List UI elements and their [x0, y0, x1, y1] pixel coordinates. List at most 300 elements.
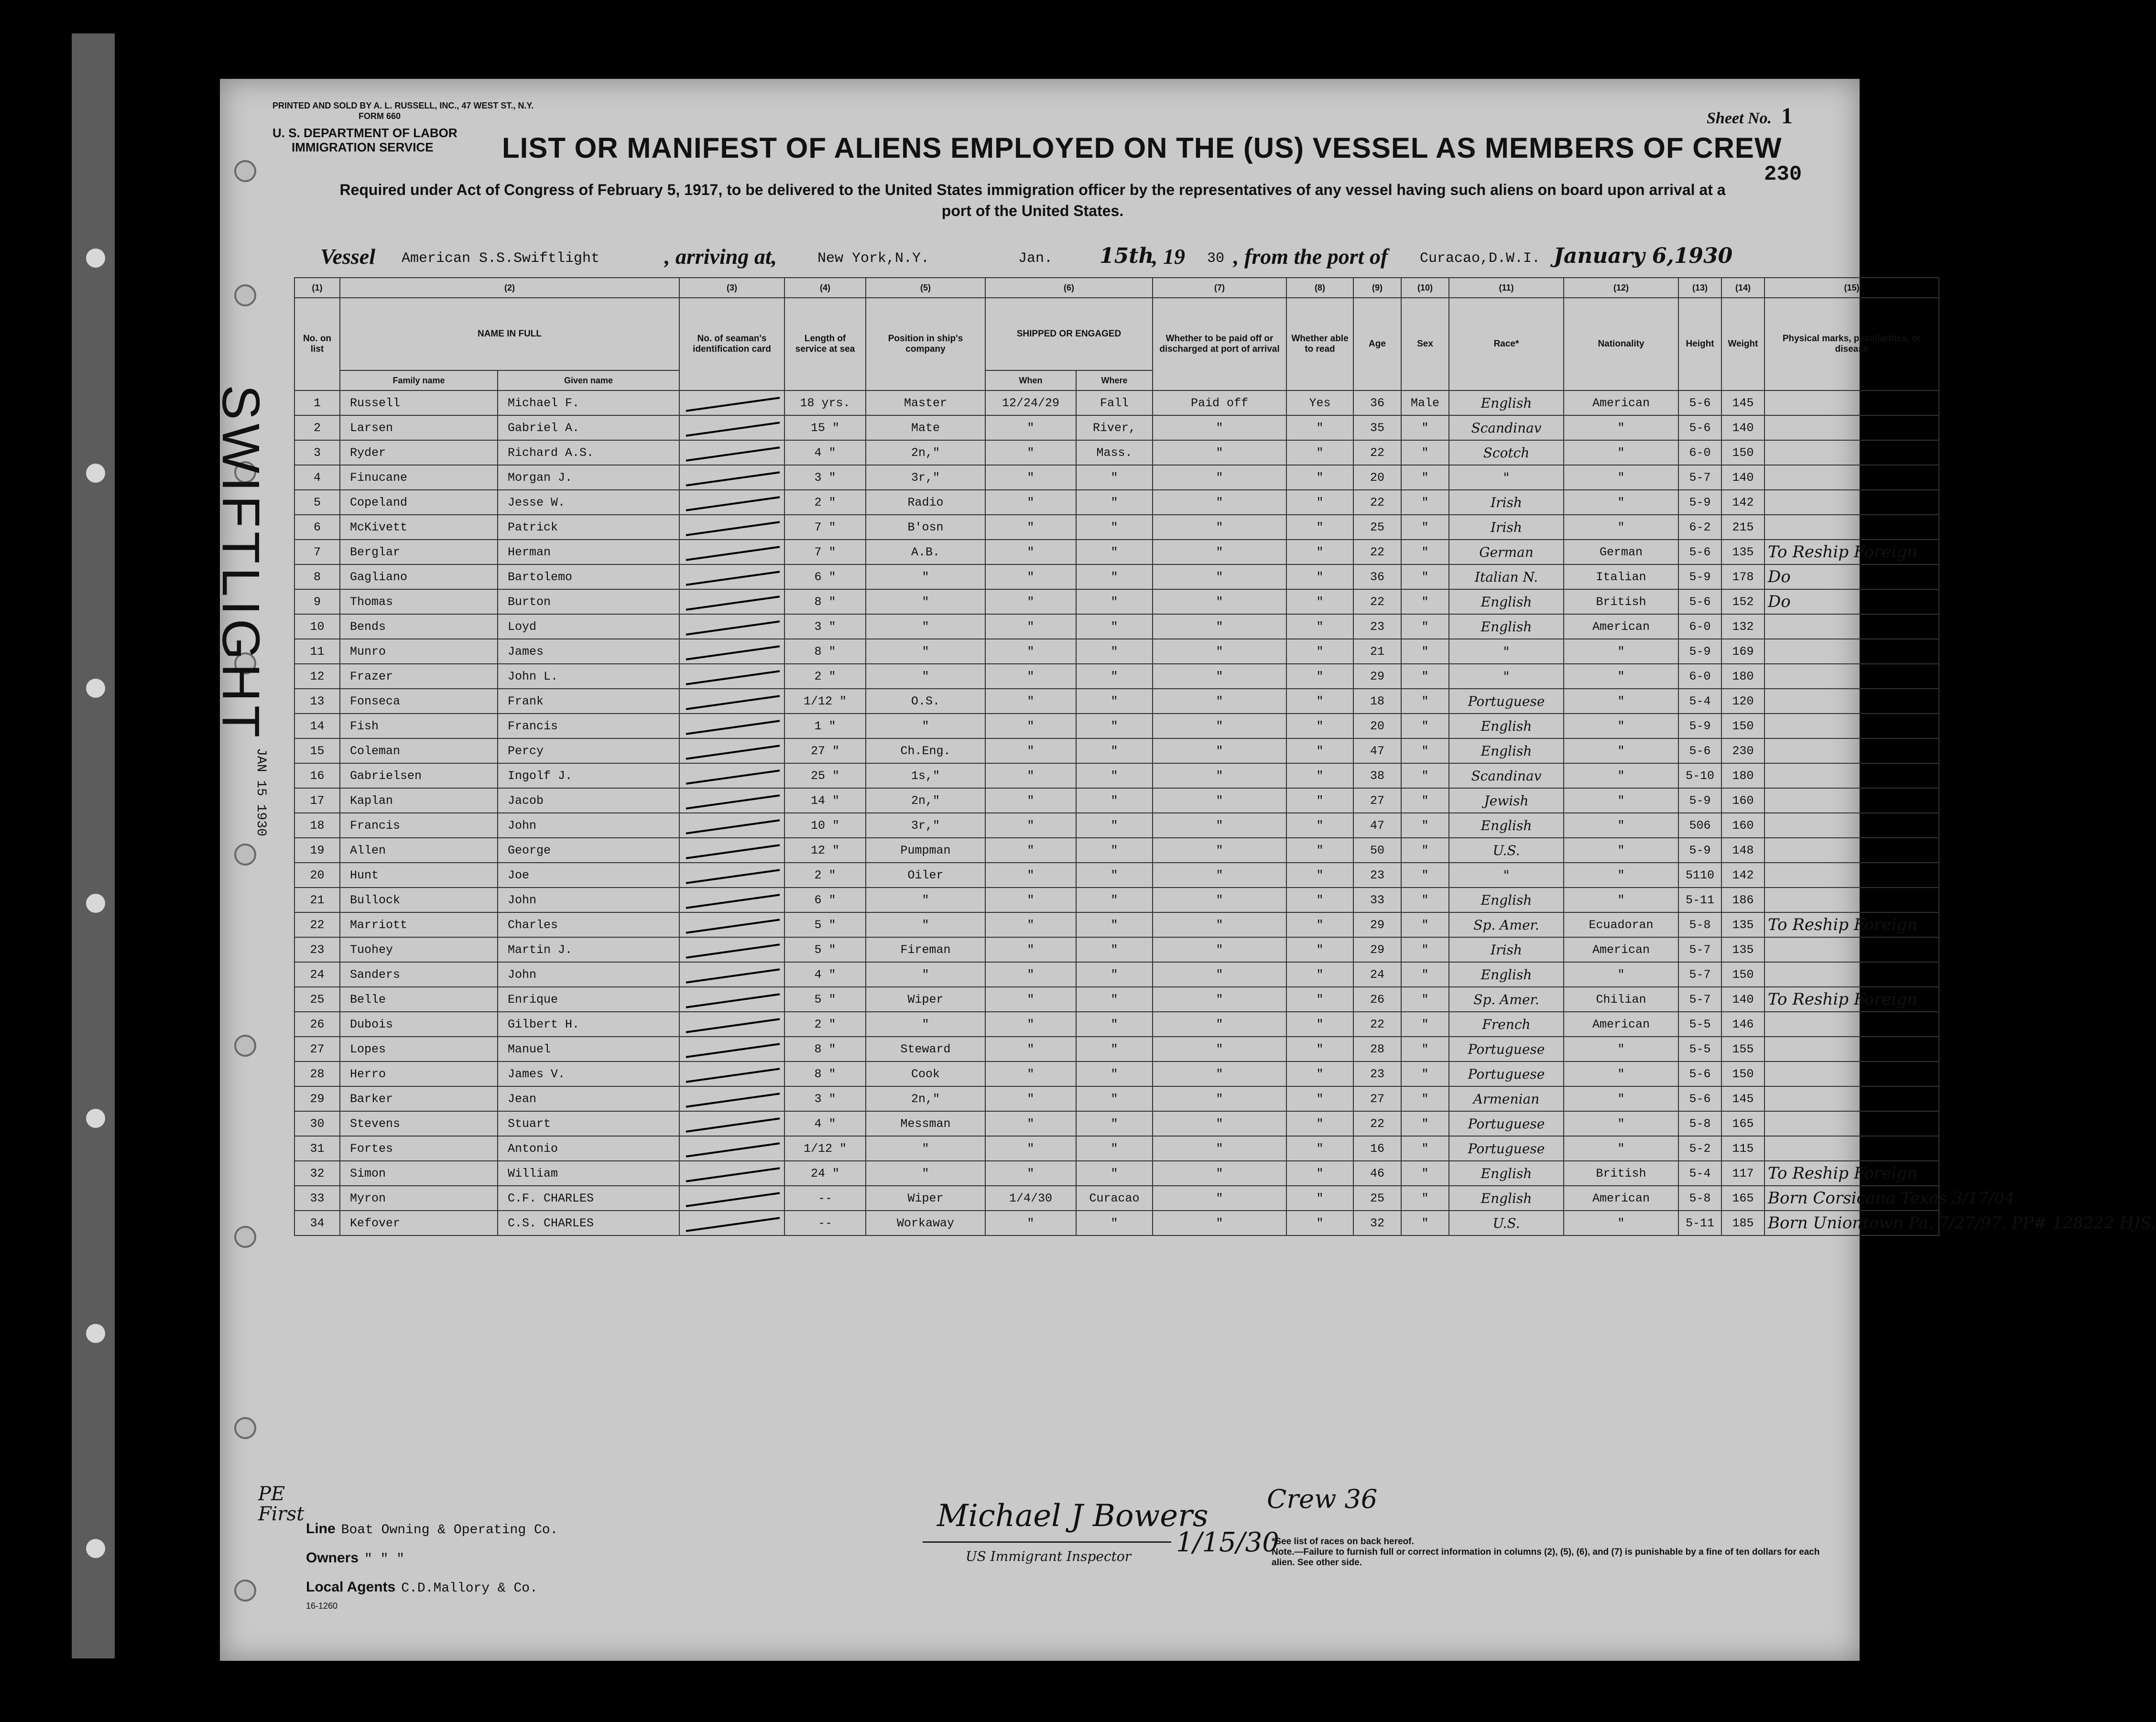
cell-where: " [1076, 863, 1153, 888]
cell-weight: 160 [1721, 813, 1764, 838]
cell-race: English [1449, 390, 1564, 415]
cell-given: Stuart [498, 1111, 679, 1136]
cell-race: Scandinav [1449, 415, 1564, 440]
cell-read: " [1286, 714, 1353, 738]
header-able-read: Whether able to read [1286, 298, 1353, 390]
cell-position: " [866, 664, 985, 689]
cell-given: John [498, 813, 679, 838]
cell-paid: " [1153, 788, 1286, 813]
margin-note: First [258, 1503, 305, 1525]
cell-weight: 142 [1721, 490, 1764, 515]
cell-race: " [1449, 465, 1564, 490]
id-card-cell [679, 1186, 784, 1211]
id-card-cell [679, 714, 784, 738]
id-card-cell [679, 912, 784, 937]
cell-race: Armenian [1449, 1086, 1564, 1111]
cell-no: 25 [294, 987, 340, 1012]
punch-hole [234, 844, 256, 866]
cell-age: 50 [1353, 838, 1401, 863]
cell-given: Gabriel A. [498, 415, 679, 440]
cell-family: Bends [340, 614, 498, 639]
binder-strip [72, 33, 115, 1658]
column-number: (11) [1449, 278, 1564, 298]
cell-when: " [985, 440, 1076, 465]
cell-race: Irish [1449, 937, 1564, 962]
cell-no: 14 [294, 714, 340, 738]
cell-age: 32 [1353, 1211, 1401, 1235]
service-name: IMMIGRATION SERVICE [292, 140, 434, 154]
cell-height: 6-0 [1678, 614, 1721, 639]
cell-no: 18 [294, 813, 340, 838]
cell-family: Kefover [340, 1211, 498, 1235]
header-where: Where [1076, 370, 1153, 390]
cell-service: 12 " [784, 838, 866, 863]
cell-when: " [985, 1086, 1076, 1111]
cell-position: O.S. [866, 689, 985, 714]
cell-weight: 185 [1721, 1211, 1764, 1235]
table-row [294, 863, 1939, 888]
cell-service: 8 " [784, 1037, 866, 1061]
cell-sex: " [1401, 863, 1449, 888]
cell-race: " [1449, 863, 1564, 888]
cell-read: " [1286, 1037, 1353, 1061]
cell-sex: " [1401, 440, 1449, 465]
cell-service: -- [784, 1186, 866, 1211]
cell-no: 23 [294, 937, 340, 962]
cell-marks [1764, 788, 1939, 813]
cell-no: 12 [294, 664, 340, 689]
cell-height: 5-9 [1678, 639, 1721, 664]
cell-weight: 117 [1721, 1161, 1764, 1186]
cell-sex: Male [1401, 390, 1449, 415]
cell-family: Ryder [340, 440, 498, 465]
cell-read: " [1286, 1111, 1353, 1136]
cell-where: " [1076, 465, 1153, 490]
cell-given: Charles [498, 912, 679, 937]
cell-read: " [1286, 1136, 1353, 1161]
cell-paid: " [1153, 912, 1286, 937]
cell-given: Loyd [498, 614, 679, 639]
cell-marks [1764, 390, 1939, 415]
cell-sex: " [1401, 763, 1449, 788]
cell-marks [1764, 838, 1939, 863]
cell-where: " [1076, 987, 1153, 1012]
cell-where: " [1076, 664, 1153, 689]
cell-nat: Ecuadoran [1564, 912, 1678, 937]
cell-weight: 165 [1721, 1186, 1764, 1211]
cell-when: " [985, 987, 1076, 1012]
cell-age: 20 [1353, 714, 1401, 738]
cell-position: " [866, 589, 985, 614]
cell-when: " [985, 1211, 1076, 1235]
cell-service: 6 " [784, 564, 866, 589]
cell-nat: " [1564, 962, 1678, 987]
cell-read: " [1286, 863, 1353, 888]
cell-height: 5-11 [1678, 1211, 1721, 1235]
cell-marks [1764, 1037, 1939, 1061]
header-shipped: SHIPPED OR ENGAGED [985, 298, 1153, 370]
column-numbers-row [294, 278, 1939, 298]
cell-when: " [985, 540, 1076, 564]
id-card-cell [679, 540, 784, 564]
cell-no: 8 [294, 564, 340, 589]
cell-race: Irish [1449, 515, 1564, 540]
cell-given: Burton [498, 589, 679, 614]
cell-weight: 145 [1721, 390, 1764, 415]
cell-marks [1764, 1111, 1939, 1136]
table-row [294, 465, 1939, 490]
table-row [294, 1061, 1939, 1086]
page-subtitle: Required under Act of Congress of February 5, 1917, to be delivered to the United States immigration officer by the representatives of any vessel having such aliens on board upon arrival at a port of the United States. [339, 181, 1726, 219]
cell-age: 33 [1353, 888, 1401, 912]
table-row [294, 937, 1939, 962]
table-row [294, 1186, 1939, 1211]
cell-nat: American [1564, 614, 1678, 639]
cell-when: " [985, 838, 1076, 863]
cell-weight: 150 [1721, 714, 1764, 738]
cell-position: Mate [866, 415, 985, 440]
cell-given: Percy [498, 738, 679, 763]
header-weight: Weight [1721, 298, 1764, 390]
cell-family: Marriott [340, 912, 498, 937]
cell-read: " [1286, 490, 1353, 515]
id-card-cell [679, 738, 784, 763]
cell-family: Bullock [340, 888, 498, 912]
table-row [294, 1111, 1939, 1136]
cell-family: Myron [340, 1186, 498, 1211]
cell-where: " [1076, 788, 1153, 813]
crew-manifest-table [294, 277, 2156, 1236]
agents-label: Local Agents [306, 1579, 396, 1595]
cell-nat: American [1564, 1012, 1678, 1037]
cell-when: " [985, 1061, 1076, 1086]
cell-family: Fortes [340, 1136, 498, 1161]
cell-when: " [985, 714, 1076, 738]
cell-given: Jesse W. [498, 490, 679, 515]
cell-no: 19 [294, 838, 340, 863]
cell-sex: " [1401, 1111, 1449, 1136]
cell-given: Morgan J. [498, 465, 679, 490]
cell-age: 38 [1353, 763, 1401, 788]
cell-paid: Paid off [1153, 390, 1286, 415]
arriving-label: , arriving at, [664, 244, 777, 269]
cell-sex: " [1401, 540, 1449, 564]
cell-height: 5-7 [1678, 465, 1721, 490]
table-row [294, 664, 1939, 689]
cell-service: 5 " [784, 912, 866, 937]
cell-marks [1764, 813, 1939, 838]
from-port: Curacao,D.W.I. [1420, 250, 1541, 267]
cell-paid: " [1153, 838, 1286, 863]
header-when: When [985, 370, 1076, 390]
cell-weight: 180 [1721, 664, 1764, 689]
cell-paid: " [1153, 589, 1286, 614]
cell-when: " [985, 465, 1076, 490]
cell-paid: " [1153, 962, 1286, 987]
cell-family: Hunt [340, 863, 498, 888]
cell-where: " [1076, 714, 1153, 738]
cell-service: 10 " [784, 813, 866, 838]
cell-no: 22 [294, 912, 340, 937]
cell-position: " [866, 564, 985, 589]
signature-date: 1/15/30 [1176, 1527, 1279, 1558]
cell-where: " [1076, 614, 1153, 639]
cell-paid: " [1153, 1211, 1286, 1235]
cell-weight: 120 [1721, 689, 1764, 714]
table-row [294, 838, 1939, 863]
cell-position: " [866, 639, 985, 664]
line-row [306, 1515, 558, 1544]
cell-family: Allen [340, 838, 498, 863]
cell-given: Bartolemo [498, 564, 679, 589]
id-card-cell [679, 490, 784, 515]
cell-age: 22 [1353, 1111, 1401, 1136]
column-number: (4) [784, 278, 866, 298]
binder-hole [86, 1109, 105, 1128]
header-family-name: Family name [340, 370, 498, 390]
department-name: U. S. DEPARTMENT OF LABOR [272, 126, 457, 140]
page-title: LIST OR MANIFEST OF ALIENS EMPLOYED ON THE (US) VESSEL AS MEMBERS OF CREW [502, 132, 1782, 164]
owners-label: Owners [306, 1550, 359, 1566]
cell-given: Jean [498, 1086, 679, 1111]
cell-paid: " [1153, 540, 1286, 564]
cell-read: " [1286, 1012, 1353, 1037]
cell-position: Master [866, 390, 985, 415]
cell-nat: American [1564, 937, 1678, 962]
agents-row [306, 1573, 558, 1603]
cell-when: " [985, 415, 1076, 440]
cell-height: 5-9 [1678, 838, 1721, 863]
cell-given: Patrick [498, 515, 679, 540]
cell-where: River, [1076, 415, 1153, 440]
cell-nat: " [1564, 1136, 1678, 1161]
table-row [294, 639, 1939, 664]
cell-where: " [1076, 1061, 1153, 1086]
cell-read: " [1286, 763, 1353, 788]
cell-paid: " [1153, 639, 1286, 664]
cell-when: " [985, 1111, 1076, 1136]
printer-name: PRINTED AND SOLD BY A. L. RUSSELL, INC., 47 WEST ST., N.Y. [272, 101, 534, 110]
cell-sex: " [1401, 1037, 1449, 1061]
cell-where: " [1076, 962, 1153, 987]
cell-position: Pumpman [866, 838, 985, 863]
table-row [294, 738, 1939, 763]
cell-given: Francis [498, 714, 679, 738]
header-paid-off: Whether to be paid off or discharged at port of arrival [1153, 298, 1286, 390]
margin-note: PE [258, 1483, 285, 1505]
cell-nat: " [1564, 1211, 1678, 1235]
penalty-note: Note.—Failure to furnish full or correct information in columns (2), (5), (6), and (7) is punishable by a fine of ten dollars for each alien. See other side. [1272, 1547, 1820, 1568]
cell-given: C.F. CHARLES [498, 1186, 679, 1211]
cell-weight: 178 [1721, 564, 1764, 589]
cell-nat: Chilian [1564, 987, 1678, 1012]
cell-height: 5-5 [1678, 1037, 1721, 1061]
cell-given: George [498, 838, 679, 863]
cell-age: 23 [1353, 614, 1401, 639]
table-row [294, 888, 1939, 912]
cell-given: Gilbert H. [498, 1012, 679, 1037]
cell-read: " [1286, 415, 1353, 440]
cell-where: " [1076, 589, 1153, 614]
cell-marks [1764, 714, 1939, 738]
cell-given: Joe [498, 863, 679, 888]
cell-marks: Born Corsicana Texas 3/17/04 [1764, 1186, 1939, 1211]
cell-age: 27 [1353, 788, 1401, 813]
cell-marks [1764, 440, 1939, 465]
cell-height: 5-4 [1678, 1161, 1721, 1186]
cell-family: Coleman [340, 738, 498, 763]
cell-nat: " [1564, 689, 1678, 714]
binder-hole [86, 464, 105, 483]
cell-where: " [1076, 490, 1153, 515]
cell-race: English [1449, 1161, 1564, 1186]
cell-paid: " [1153, 987, 1286, 1012]
cell-race: English [1449, 738, 1564, 763]
header-name-in-full: NAME IN FULL [340, 298, 679, 370]
cell-nat: British [1564, 589, 1678, 614]
cell-position: 2n," [866, 440, 985, 465]
form-number: FORM 660 [359, 111, 401, 121]
cell-family: Finucane [340, 465, 498, 490]
header-service: Length of service at sea [784, 298, 866, 390]
cell-weight: 169 [1721, 639, 1764, 664]
cell-where: " [1076, 689, 1153, 714]
manifest-page [211, 79, 2156, 1661]
cell-height: 5-9 [1678, 564, 1721, 589]
cell-marks [1764, 1061, 1939, 1086]
cell-service: 7 " [784, 515, 866, 540]
cell-read: " [1286, 1211, 1353, 1235]
cell-paid: " [1153, 614, 1286, 639]
cell-when: " [985, 962, 1076, 987]
cell-position: Ch.Eng. [866, 738, 985, 763]
id-card-cell [679, 813, 784, 838]
cell-where: " [1076, 888, 1153, 912]
from-port-label: , from the port of [1233, 244, 1388, 269]
cell-no: 4 [294, 465, 340, 490]
cell-sex: " [1401, 987, 1449, 1012]
cell-age: 16 [1353, 1136, 1401, 1161]
id-card-cell [679, 763, 784, 788]
cell-race: Scandinav [1449, 763, 1564, 788]
cell-nat: " [1564, 1037, 1678, 1061]
cell-position: Wiper [866, 987, 985, 1012]
departure-date: January 6,1930 [1554, 244, 1733, 268]
cell-sex: " [1401, 664, 1449, 689]
binder-hole [86, 249, 105, 268]
owners-value: " " " [364, 1552, 405, 1567]
cell-weight: 152 [1721, 589, 1764, 614]
cell-service: -- [784, 1211, 866, 1235]
cell-service: 8 " [784, 639, 866, 664]
table-row [294, 415, 1939, 440]
cell-nat: " [1564, 738, 1678, 763]
cell-age: 22 [1353, 440, 1401, 465]
cell-weight: 140 [1721, 415, 1764, 440]
cell-where: " [1076, 1086, 1153, 1111]
cell-weight: 155 [1721, 1037, 1764, 1061]
cell-age: 27 [1353, 1086, 1401, 1111]
cell-paid: " [1153, 564, 1286, 589]
cell-height: 5-5 [1678, 1012, 1721, 1037]
cell-family: Belle [340, 987, 498, 1012]
table-row [294, 714, 1939, 738]
cell-height: 5-6 [1678, 738, 1721, 763]
cell-family: Dubois [340, 1012, 498, 1037]
id-card-cell [679, 465, 784, 490]
cell-weight: 180 [1721, 763, 1764, 788]
binder-hole [86, 894, 105, 913]
sheet-number [1707, 103, 1793, 129]
cell-marks [1764, 614, 1939, 639]
cell-given: Ingolf J. [498, 763, 679, 788]
page-number: 230 [1764, 162, 1802, 186]
year-prefix: , 19 [1152, 244, 1185, 269]
cell-family: Fonseca [340, 689, 498, 714]
cell-paid: " [1153, 465, 1286, 490]
cell-weight: 148 [1721, 838, 1764, 863]
sheet-label: Sheet No. [1707, 109, 1772, 127]
id-card-cell [679, 937, 784, 962]
cell-marks [1764, 465, 1939, 490]
cell-when: " [985, 863, 1076, 888]
cell-paid: " [1153, 1136, 1286, 1161]
cell-where: Mass. [1076, 440, 1153, 465]
cell-no: 13 [294, 689, 340, 714]
cell-no: 27 [294, 1037, 340, 1061]
cell-age: 28 [1353, 1037, 1401, 1061]
cell-race: German [1449, 540, 1564, 564]
cell-nat: American [1564, 1186, 1678, 1211]
cell-race: Portuguese [1449, 689, 1564, 714]
cell-weight: 146 [1721, 1012, 1764, 1037]
cell-where: " [1076, 838, 1153, 863]
cell-position: " [866, 912, 985, 937]
cell-race: Jewish [1449, 788, 1564, 813]
cell-where: " [1076, 813, 1153, 838]
cell-when: " [985, 912, 1076, 937]
punch-hole [234, 1035, 256, 1057]
cell-marks: To Reship Foreign [1764, 987, 1939, 1012]
cell-age: 36 [1353, 564, 1401, 589]
vessel-line [320, 244, 1793, 272]
cell-age: 25 [1353, 1186, 1401, 1211]
cell-nat: " [1564, 714, 1678, 738]
column-number: (2) [340, 278, 679, 298]
cell-service: 8 " [784, 589, 866, 614]
cell-sex: " [1401, 589, 1449, 614]
cell-paid: " [1153, 515, 1286, 540]
table-row [294, 515, 1939, 540]
cell-when: " [985, 664, 1076, 689]
cell-race: French [1449, 1012, 1564, 1037]
cell-no: 16 [294, 763, 340, 788]
cell-race: Sp. Amer. [1449, 987, 1564, 1012]
cell-service: 15 " [784, 415, 866, 440]
cell-height: 5-6 [1678, 1086, 1721, 1111]
cell-marks: Do [1764, 589, 1939, 614]
cell-weight: 150 [1721, 440, 1764, 465]
cell-weight: 115 [1721, 1136, 1764, 1161]
cell-where: " [1076, 1136, 1153, 1161]
cell-position: 1s," [866, 763, 985, 788]
cell-position: Fireman [866, 937, 985, 962]
cell-service: 25 " [784, 763, 866, 788]
cell-age: 46 [1353, 1161, 1401, 1186]
cell-sex: " [1401, 689, 1449, 714]
cell-race: English [1449, 813, 1564, 838]
cell-when: " [985, 639, 1076, 664]
